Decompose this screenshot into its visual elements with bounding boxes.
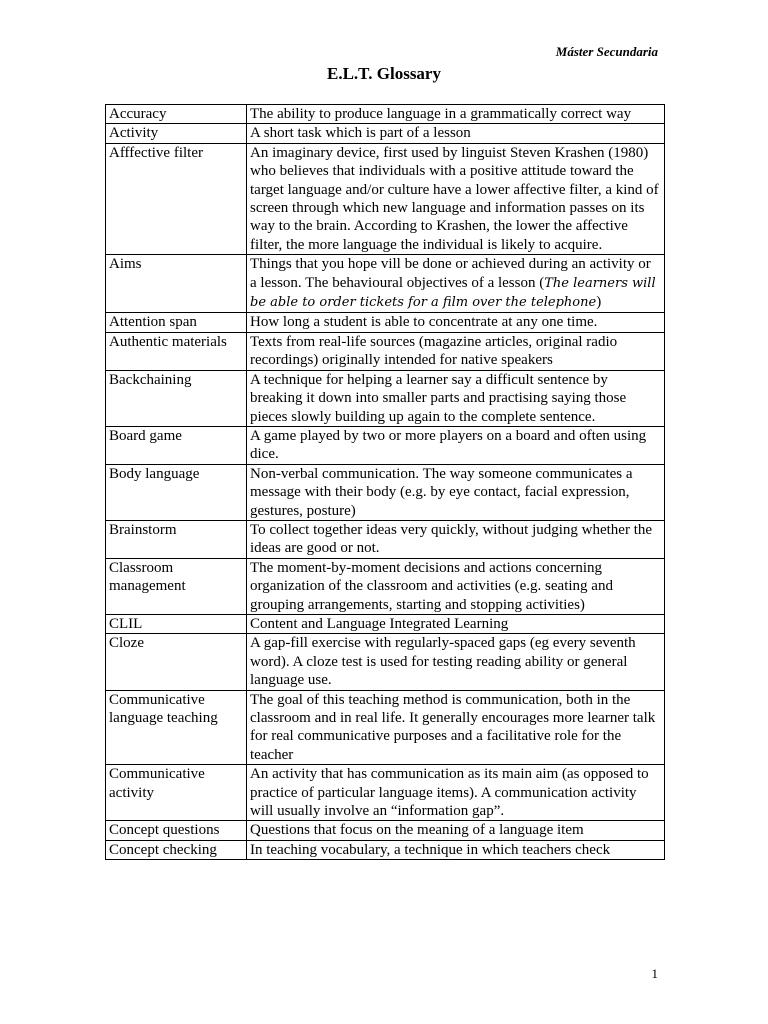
definition-cell: A gap-fill exercise with regularly-spaced gaps (eg every seventh word). A cloze test is used for testing reading ability or general language use. xyxy=(247,634,665,690)
table-row xyxy=(106,255,665,313)
term-cell: Body language xyxy=(106,464,247,520)
definition-cell: Content and Language Integrated Learning xyxy=(247,614,665,633)
definition-cell: The moment-by-moment decisions and actions concerning organization of the classroom and activities (e.g. seating and grouping arrangements, starting and stopping activities) xyxy=(247,558,665,614)
table-row xyxy=(106,370,665,426)
term-cell: Concept questions xyxy=(106,821,247,840)
definition-cell: A technique for helping a learner say a difficult sentence by breaking it down into smaller parts and practising saying those pieces slowly building up again to the complete sentence. xyxy=(247,370,665,426)
term-cell: Communicative language teaching xyxy=(106,690,247,765)
term-cell: Communicative activity xyxy=(106,765,247,821)
term-cell: Afffective filter xyxy=(106,143,247,254)
table-row xyxy=(106,332,665,370)
term-cell: Activity xyxy=(106,124,247,143)
definition-cell: An activity that has communication as its main aim (as opposed to practice of particular language items). A communication activity will usually involve an “information gap”. xyxy=(247,765,665,821)
definition-cell: How long a student is able to concentrate at any one time. xyxy=(247,313,665,332)
term-cell: Cloze xyxy=(106,634,247,690)
term-cell: Aims xyxy=(106,255,247,313)
table-row xyxy=(106,840,665,859)
table-row xyxy=(106,690,665,765)
table-row xyxy=(106,614,665,633)
page-title: E.L.T. Glossary xyxy=(327,64,441,83)
definition-cell: Non-verbal communication. The way someone communicates a message with their body (e.g. by eye contact, facial expression, gestures, posture) xyxy=(247,464,665,520)
term-cell: Authentic materials xyxy=(106,332,247,370)
table-row xyxy=(106,821,665,840)
table-row xyxy=(106,124,665,143)
definition-cell: The goal of this teaching method is communication, both in the classroom and in real life. It generally encourages more learner talk for real communicative purposes and a facilitative role for the teacher xyxy=(247,690,665,765)
definition-cell: A game played by two or more players on a board and often using dice. xyxy=(247,426,665,464)
course-header: Máster Secundaria xyxy=(555,44,658,59)
table-row xyxy=(106,426,665,464)
definition-cell: An imaginary device, first used by linguist Steven Krashen (1980) who believes that individuals with a positive attitude toward the target language and/or culture have a lower affective filter, a kind of screen through which new language and information passes on its way to the brain. According to Krashen, the lower the affective filter, the more language the individual is likely to acquire. xyxy=(247,143,665,254)
definition-cell: To collect together ideas very quickly, without judging whether the ideas are good or not. xyxy=(247,520,665,558)
glossary-table xyxy=(105,104,665,860)
term-cell: Classroom management xyxy=(106,558,247,614)
definition-cell: Texts from real-life sources (magazine articles, original radio recordings) originally intended for native speakers xyxy=(247,332,665,370)
page-number: 1 xyxy=(651,966,658,981)
table-row xyxy=(106,105,665,124)
term-cell: Brainstorm xyxy=(106,520,247,558)
example-text: The learners will be able to order tickets for a film over the telephone xyxy=(250,275,656,311)
definition-text-end: ) xyxy=(596,294,602,311)
table-row xyxy=(106,520,665,558)
term-cell: CLIL xyxy=(106,614,247,633)
definition-cell: The ability to produce language in a grammatically correct way xyxy=(247,105,665,124)
table-row xyxy=(106,143,665,254)
term-cell: Board game xyxy=(106,426,247,464)
term-cell: Concept checking xyxy=(106,840,247,859)
term-cell: Attention span xyxy=(106,313,247,332)
definition-cell: Questions that focus on the meaning of a language item xyxy=(247,821,665,840)
definition-cell: A short task which is part of a lesson xyxy=(247,124,665,143)
term-cell: Accuracy xyxy=(106,105,247,124)
definition-cell: In teaching vocabulary, a technique in which teachers check xyxy=(247,840,665,859)
definition-cell xyxy=(247,255,665,313)
definition-text: Things that you hope vill be done or achieved during an activity or a lesson. The behavioural objectives of a lesson ( xyxy=(250,256,651,291)
table-row xyxy=(106,464,665,520)
term-cell: Backchaining xyxy=(106,370,247,426)
table-row xyxy=(106,313,665,332)
table-row xyxy=(106,558,665,614)
table-row xyxy=(106,765,665,821)
table-row xyxy=(106,634,665,690)
